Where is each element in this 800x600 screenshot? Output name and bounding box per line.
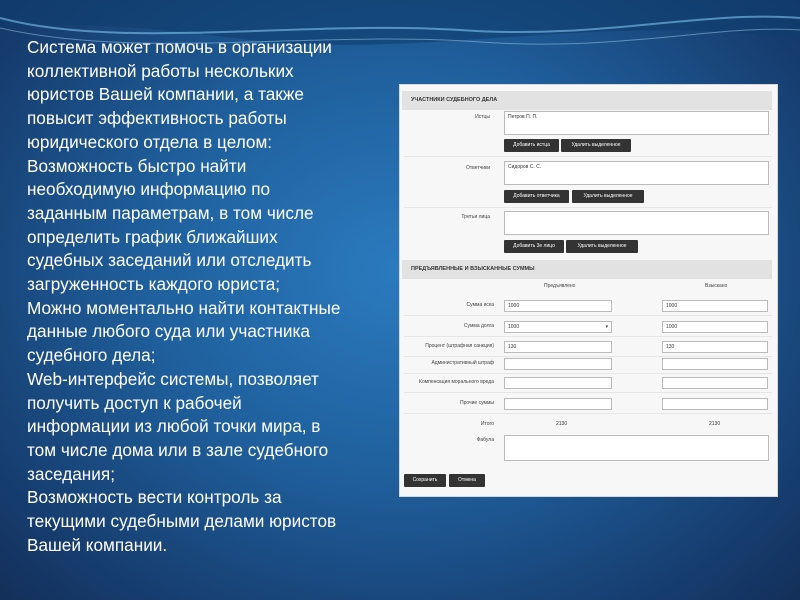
paragraph-line: Возможность быстро найти — [27, 155, 247, 176]
plaintiffs-label: Истцы — [475, 114, 490, 120]
paragraph-line: данные любого суда или участника — [27, 321, 310, 342]
defendants-label: Ответчики — [465, 165, 490, 171]
delete-selected-defendant-button[interactable]: Удалить выделенное — [572, 190, 644, 203]
presented-input[interactable] — [504, 398, 612, 410]
presented-input[interactable] — [504, 300, 612, 312]
sums-section-header: ПРЕДЪЯВЛЕННЫЕ И ВЗЫСКАННЫЕ СУММЫ — [402, 260, 772, 279]
sum-row-label: Прочие суммы — [459, 400, 494, 406]
presented-input[interactable] — [504, 341, 612, 353]
save-button[interactable]: Сохранить — [404, 474, 446, 487]
collected-input[interactable] — [662, 358, 768, 370]
column-header-presented: Предъявлено — [544, 283, 576, 289]
collected-value: 130 — [666, 344, 675, 350]
slide-paragraph — [27, 36, 399, 557]
paragraph-line: получить доступ к рабочей — [27, 392, 242, 413]
paragraph-line: Web-интерфейс системы, позволяет — [27, 368, 319, 389]
paragraph-line: Можно моментально найти контактные — [27, 297, 341, 318]
defendants-field[interactable]: Сидоров С. С. — [504, 161, 769, 185]
presented-value: 1000 — [508, 324, 520, 330]
plaintiffs-field[interactable]: Петров П. П. — [504, 111, 769, 135]
presented-input[interactable] — [504, 358, 612, 370]
column-header-collected: Взыскано — [705, 283, 728, 289]
presented-select[interactable] — [504, 321, 612, 333]
divider — [404, 392, 772, 393]
sum-row-label: Сумма долга — [463, 323, 494, 329]
divider — [404, 336, 772, 337]
paragraph-line: Система может помочь в организации — [27, 37, 332, 57]
collected-value: 1000 — [666, 324, 678, 330]
sum-row-label: Процент (штрафная санкция) — [425, 343, 494, 349]
add-third-party-button[interactable]: Добавить 3е лицо — [504, 240, 564, 253]
chevron-down-icon: ▾ — [605, 324, 608, 330]
delete-selected-plaintiff-button[interactable]: Удалить выделенное — [561, 139, 631, 152]
add-defendant-button[interactable]: Добавить ответчика — [504, 190, 569, 203]
collected-input[interactable] — [662, 300, 768, 312]
collected-input[interactable] — [662, 377, 768, 389]
paragraph-line: том числе дома или в зале судебного — [27, 439, 329, 460]
paragraph-line: юридического отдела в целом: — [27, 131, 273, 152]
divider — [404, 413, 772, 414]
paragraph-line: текущими судебными делами юристов — [27, 511, 337, 532]
participants-section-header: УЧАСТНИКИ СУДЕБНОГО ДЕЛА — [402, 91, 772, 110]
collected-input[interactable] — [662, 398, 768, 410]
collected-input[interactable] — [662, 341, 768, 353]
presented-value: 130 — [508, 344, 517, 350]
paragraph-line: заседания; — [27, 463, 115, 484]
total-presented: 2130 — [556, 421, 568, 427]
sum-row-label: Сумма иска — [466, 302, 494, 308]
collected-input[interactable] — [662, 321, 768, 333]
add-plaintiff-button[interactable]: Добавить истца — [504, 139, 559, 152]
divider — [404, 315, 772, 316]
cancel-button[interactable]: Отмена — [449, 474, 485, 487]
presented-input[interactable] — [504, 377, 612, 389]
sum-row-label: Административный штраф — [431, 360, 494, 366]
paragraph-line: определить график ближайших — [27, 226, 278, 247]
collected-value: 1000 — [666, 303, 678, 309]
divider — [404, 373, 772, 374]
paragraph-line: повысит эффективность работы — [27, 108, 287, 129]
paragraph-line: необходимую информацию по — [27, 179, 271, 200]
third-parties-label: Третьи лица — [461, 214, 490, 220]
divider — [404, 207, 772, 208]
paragraph-line: Вашей компании. — [27, 534, 168, 555]
paragraph-line: загруженность каждого юриста; — [27, 274, 281, 295]
paragraph-line: заданным параметрам, в том числе — [27, 202, 314, 223]
total-label: Итого — [480, 421, 494, 427]
paragraph-line: судебных заседаний или отследить — [27, 250, 312, 271]
plot-label: Фабула — [476, 437, 494, 443]
paragraph-line: информации из любой точки мира, в — [27, 416, 321, 437]
third-parties-field[interactable] — [504, 211, 769, 235]
paragraph-line: коллективной работы нескольких — [27, 60, 294, 81]
presented-value: 1000 — [508, 303, 520, 309]
divider — [404, 156, 772, 157]
delete-selected-third-button[interactable]: Удалить выделенное — [566, 240, 638, 253]
plot-field[interactable] — [504, 435, 769, 461]
paragraph-line: юристов Вашей компании, а также — [27, 84, 304, 105]
sum-row-label: Компенсация морального вреда — [419, 379, 494, 385]
case-form-panel — [399, 84, 778, 497]
paragraph-line: Возможность вести контроль за — [27, 487, 282, 508]
paragraph-line: судебного дела; — [27, 345, 156, 366]
divider — [404, 356, 772, 357]
total-collected: 2130 — [709, 421, 721, 427]
